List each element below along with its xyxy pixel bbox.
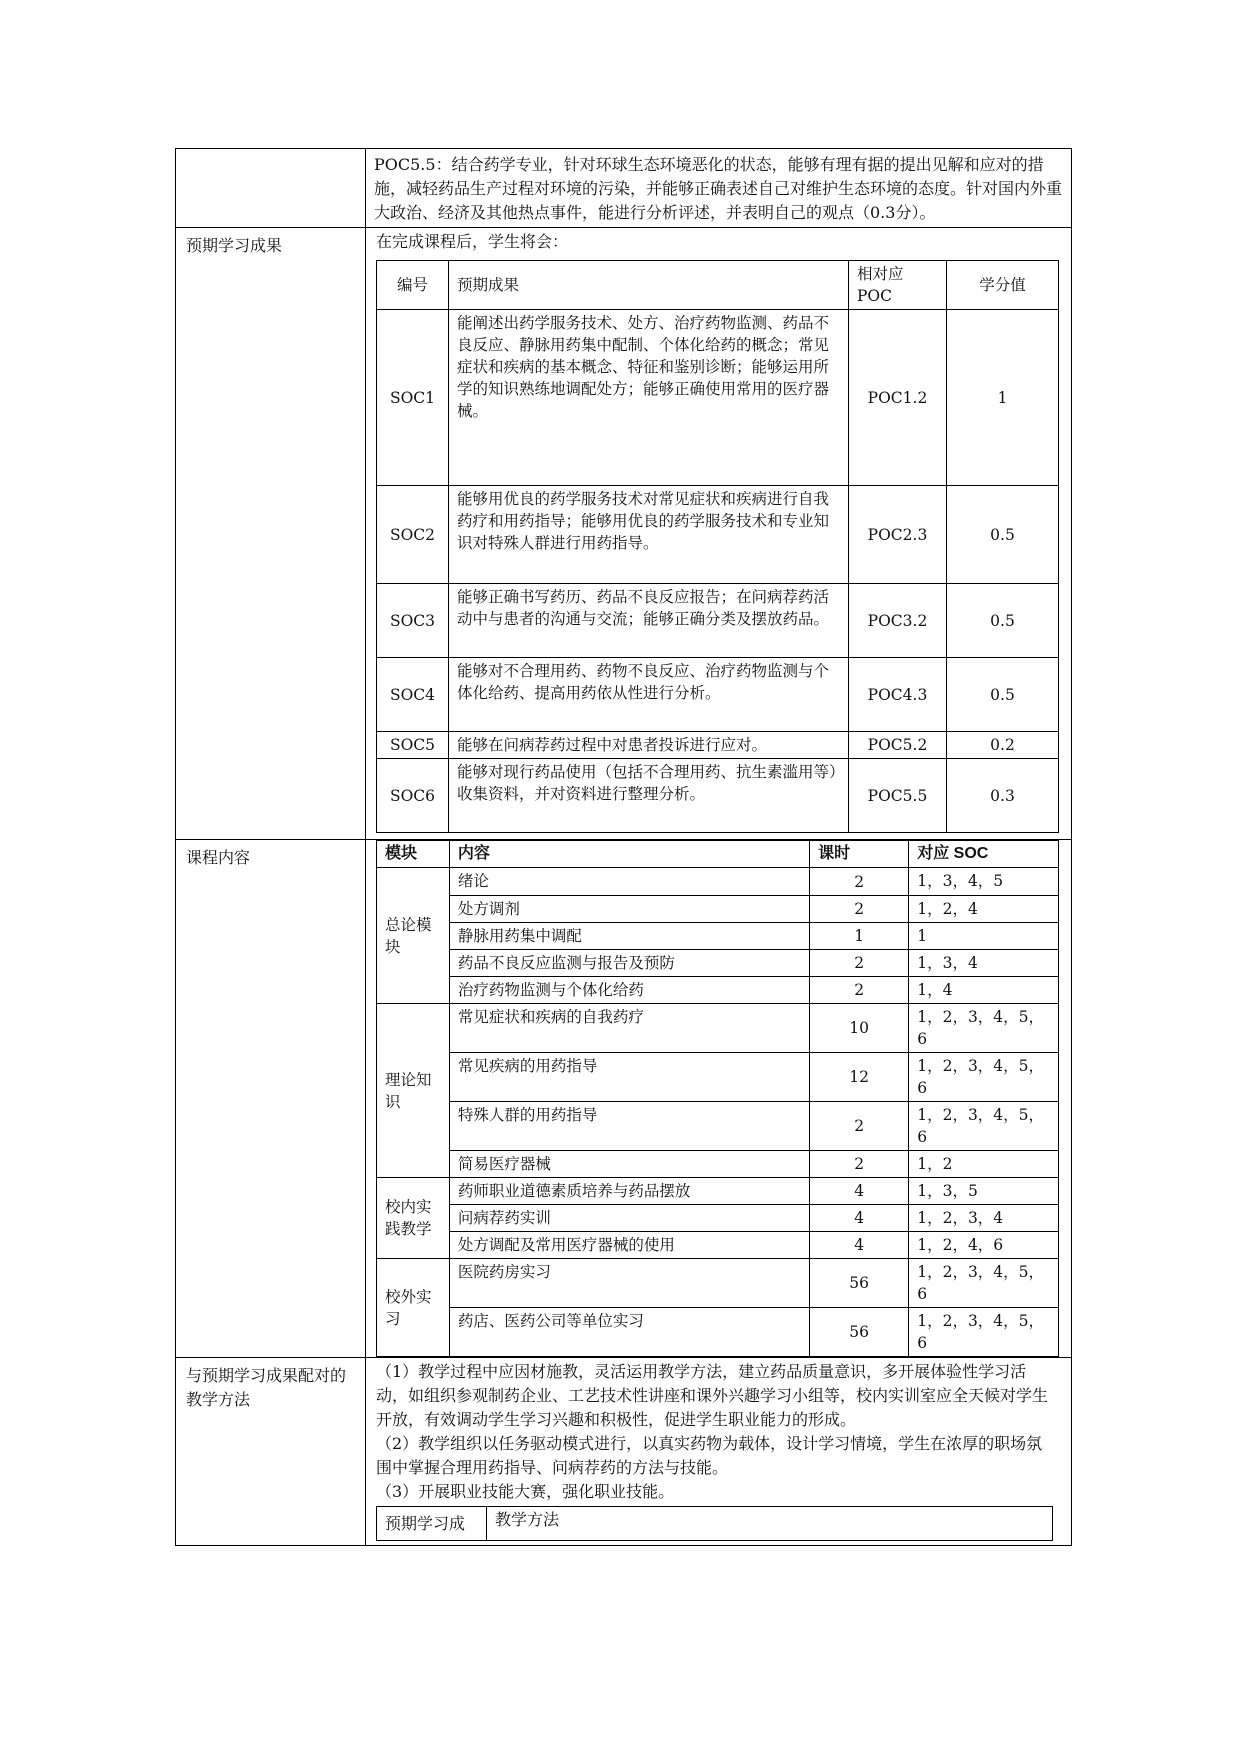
poc55-cell: [366, 149, 1072, 228]
outcome-row: [377, 658, 1059, 732]
method-paragraph: （1）教学过程中应因材施教，灵活运用教学方法，建立药品质量意识，多开展体验性学习活动，如组织参观制药企业、工艺技术性讲座和课外兴趣学习小组等，校内实训室应全天候对学生开放，有效调动学生学习兴趣和积极性，促进学生职业能力的形成。: [376, 1362, 1049, 1429]
outcome-credit: 1: [947, 310, 1059, 486]
course-content-row: [176, 840, 1072, 1358]
content-topic: 静脉用药集中调配: [449, 923, 809, 950]
content-hours: 2: [810, 950, 909, 977]
content-hours: 2: [810, 1151, 909, 1178]
method-paragraph: （2）教学组织以任务驱动模式进行，以真实药物为载体，设计学习情境，学生在浓厚的职场氛围中掌握合理用药指导、问病荐药的方法与技能。: [376, 1434, 1043, 1477]
content-header-soc: 对应 SOC: [909, 841, 1059, 868]
outcome-row: [377, 732, 1059, 759]
outcome-credit: 0.2: [947, 732, 1059, 759]
module-name: 总论模块: [377, 868, 450, 1004]
content-soc: 1，3，4: [909, 950, 1059, 977]
content-header-topic: 内容: [449, 841, 809, 868]
content-row: [377, 1004, 1059, 1053]
outcome-row: [377, 310, 1059, 486]
content-soc: 1，2，3，4，5，6: [909, 1102, 1059, 1151]
content-hours: 2: [810, 1102, 909, 1151]
content-hours: 10: [810, 1004, 909, 1053]
content-topic: 处方调配及常用医疗器械的使用: [449, 1232, 809, 1259]
methods-subheader-method: 教学方法: [487, 1507, 1053, 1541]
content-table: [376, 840, 1059, 1357]
outcome-text: 能够在问病荐药过程中对患者投诉进行应对。: [449, 732, 849, 759]
content-topic: 问病荐药实训: [449, 1205, 809, 1232]
outcomes-header-poc: 相对应POC: [849, 261, 947, 310]
methods-subtable-header: [377, 1507, 1053, 1541]
content-topic: 常见疾病的用药指导: [449, 1053, 809, 1102]
outcome-id: SOC1: [377, 310, 449, 486]
module-name: 理论知识: [377, 1004, 450, 1178]
outcome-credit: 0.5: [947, 486, 1059, 584]
content-hours: 4: [810, 1178, 909, 1205]
content-soc: 1，3，5: [909, 1178, 1059, 1205]
expected-outcomes-cell: [366, 228, 1072, 840]
content-topic: 特殊人群的用药指导: [449, 1102, 809, 1151]
syllabus-table: [175, 148, 1072, 1546]
outcomes-table: [376, 260, 1059, 833]
module-name: 校外实习: [377, 1259, 450, 1357]
content-soc: 1，2，3，4: [909, 1205, 1059, 1232]
course-content-label: 课程内容: [176, 840, 366, 1358]
content-row: [377, 1053, 1059, 1102]
outcome-row: [377, 584, 1059, 658]
outcomes-header-id: 编号: [377, 261, 449, 310]
outcome-text: 能够对现行药品使用（包括不合理用药、抗生素滥用等）收集资料，并对资料进行整理分析。: [449, 759, 849, 833]
content-soc: 1: [909, 923, 1059, 950]
content-topic: 简易医疗器械: [449, 1151, 809, 1178]
content-topic: 药品不良反应监测与报告及预防: [449, 950, 809, 977]
outcome-text: 能阐述出药学服务技术、处方、治疗药物监测、药品不良反应、静脉用药集中配制、个体化给药的概念；常见症状和疾病的基本概念、特征和鉴别诊断；能够运用所学的知识熟练地调配处方；能够正确使用常用的医疗器械。: [449, 310, 849, 486]
content-row: [377, 1308, 1059, 1357]
content-row: [377, 1102, 1059, 1151]
content-row: [377, 1232, 1059, 1259]
empty-label-cell: [176, 149, 366, 228]
outcome-credit: 0.5: [947, 584, 1059, 658]
content-soc: 1，2，3，4，5，6: [909, 1259, 1059, 1308]
outcome-id: SOC6: [377, 759, 449, 833]
outcome-poc: POC1.2: [849, 310, 947, 486]
poc55-text: POC5.5：结合药学专业，针对环球生态环境恶化的状态，能够有理有据的提出见解和应对的措施，减轻药品生产过程对环境的污染，并能够正确表述自己对维护生态环境的态度。针对国内外重大政治、经济及其他热点事件，能进行分析评述，并表明自己的观点（0.3分）。: [374, 155, 1063, 222]
outcome-text: 能够正确书写药历、药品不良反应报告；在问病荐药活动中与患者的沟通与交流；能够正确分类及摆放药品。: [449, 584, 849, 658]
content-soc: 1，2，3，4，5，6: [909, 1004, 1059, 1053]
outcome-poc: POC4.3: [849, 658, 947, 732]
course-content-cell: [366, 840, 1072, 1358]
content-soc: 1，2，4: [909, 896, 1059, 923]
content-topic: 绪论: [449, 868, 809, 896]
content-soc: 1，2，3，4，5，6: [909, 1308, 1059, 1357]
module-name: 校内实践教学: [377, 1178, 450, 1259]
content-soc: 1，3，4，5: [909, 868, 1059, 896]
outcome-text: 能够对不合理用药、药物不良反应、治疗药物监测与个体化给药、提高用药依从性进行分析。: [449, 658, 849, 732]
outcomes-header-text: 预期成果: [449, 261, 849, 310]
content-topic: 常见症状和疾病的自我药疗: [449, 1004, 809, 1053]
content-row: [377, 923, 1059, 950]
content-hours: 56: [810, 1308, 909, 1357]
content-row: [377, 977, 1059, 1004]
content-topic: 处方调剂: [449, 896, 809, 923]
expected-outcomes-row: [176, 228, 1072, 840]
content-hours: 12: [810, 1053, 909, 1102]
content-topic: 药店、医药公司等单位实习: [449, 1308, 809, 1357]
outcomes-header-credit: 学分值: [947, 261, 1059, 310]
teaching-methods-label: 与预期学习成果配对的教学方法: [176, 1358, 366, 1546]
content-hours: 2: [810, 868, 909, 896]
content-row: [377, 896, 1059, 923]
content-row: [377, 950, 1059, 977]
content-soc: 1，2: [909, 1151, 1059, 1178]
content-row: [377, 1178, 1059, 1205]
content-header-module: 模块: [377, 841, 450, 868]
content-row: [377, 1259, 1059, 1308]
expected-outcomes-label: 预期学习成果: [176, 228, 366, 840]
outcome-poc: POC5.5: [849, 759, 947, 833]
outcome-credit: 0.5: [947, 658, 1059, 732]
content-hours: 2: [810, 977, 909, 1004]
content-topic: 治疗药物监测与个体化给药: [449, 977, 809, 1004]
content-hours: 4: [810, 1232, 909, 1259]
content-header-hours: 课时: [810, 841, 909, 868]
outcome-id: SOC4: [377, 658, 449, 732]
content-hours: 1: [810, 923, 909, 950]
content-header-row: [377, 841, 1059, 868]
content-topic: 药师职业道德素质培养与药品摆放: [449, 1178, 809, 1205]
outcomes-header-row: [377, 261, 1059, 310]
outcome-poc: POC5.2: [849, 732, 947, 759]
content-row: [377, 868, 1059, 896]
outcome-poc: POC2.3: [849, 486, 947, 584]
outcome-id: SOC3: [377, 584, 449, 658]
content-topic: 医院药房实习: [449, 1259, 809, 1308]
outcome-text: 能够用优良的药学服务技术对常见症状和疾病进行自我药疗和用药指导；能够用优良的药学服务技术和专业知识对特殊人群进行用药指导。: [449, 486, 849, 584]
methods-subtable: [376, 1506, 1053, 1541]
content-hours: 4: [810, 1205, 909, 1232]
content-soc: 1，2，4，6: [909, 1232, 1059, 1259]
outcome-id: SOC5: [377, 732, 449, 759]
content-hours: 56: [810, 1259, 909, 1308]
method-paragraph: （3）开展职业技能大赛，强化职业技能。: [376, 1482, 675, 1501]
outcome-row: [377, 486, 1059, 584]
content-row: [377, 1205, 1059, 1232]
methods-subheader-outcome: 预期学习成: [377, 1507, 487, 1541]
poc55-row: [176, 149, 1072, 228]
syllabus-page: [175, 148, 1071, 1546]
content-row: [377, 1151, 1059, 1178]
teaching-methods-row: [176, 1358, 1072, 1546]
content-soc: 1，4: [909, 977, 1059, 1004]
teaching-methods-cell: [366, 1358, 1072, 1546]
outcome-id: SOC2: [377, 486, 449, 584]
content-soc: 1，2，3，4，5，6: [909, 1053, 1059, 1102]
outcome-row: [377, 759, 1059, 833]
content-hours: 2: [810, 896, 909, 923]
outcome-credit: 0.3: [947, 759, 1059, 833]
outcome-poc: POC3.2: [849, 584, 947, 658]
expected-intro: 在完成课程后，学生将会：: [376, 232, 569, 251]
